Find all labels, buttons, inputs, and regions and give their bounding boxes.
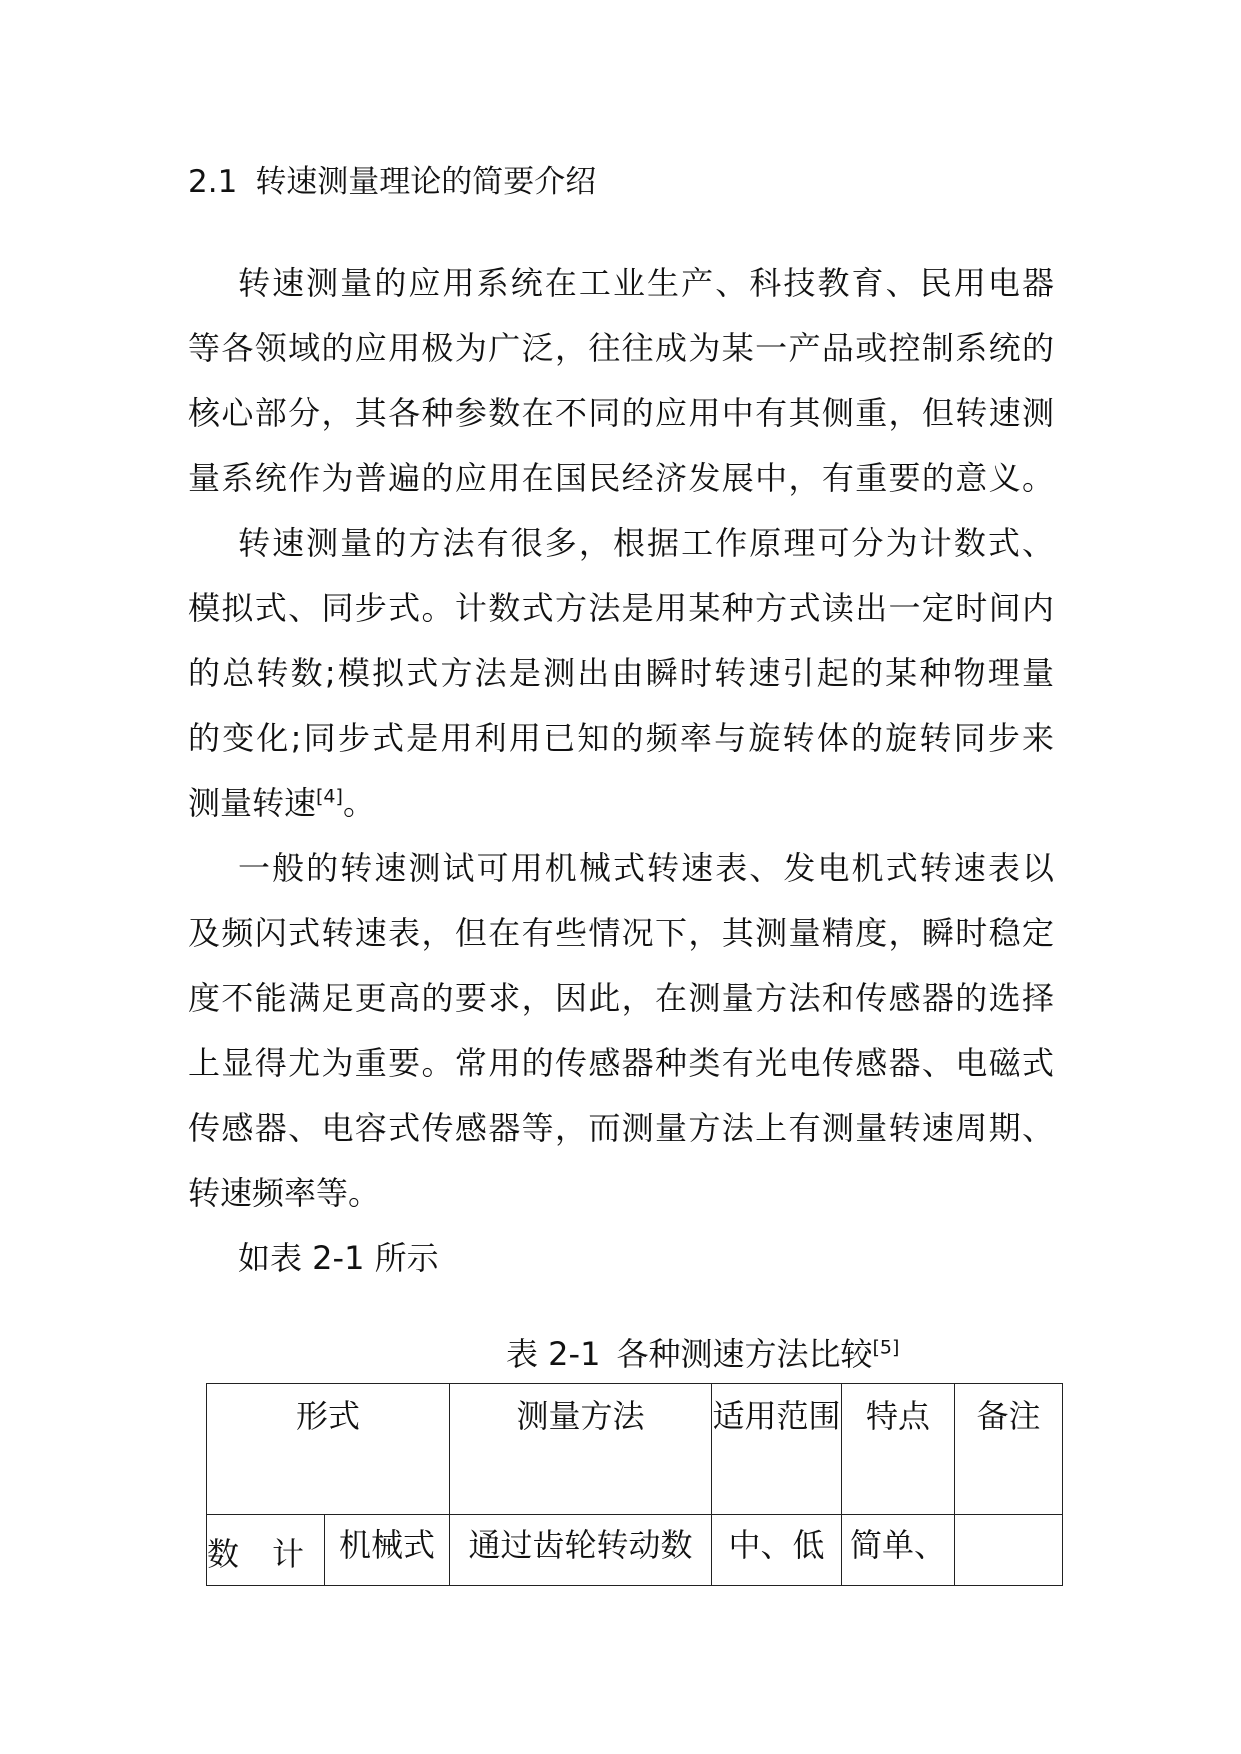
text-line: 转速测量的方法有很多，根据工作原理可分为计数式、: [238, 524, 1054, 562]
text-line: 的总转数;模拟式方法是测出由瞬时转速引起的某种物理量: [188, 654, 1054, 692]
text-line: 核心部分，其各种参数在不同的应用中有其侧重，但转速测: [188, 394, 1054, 432]
text-line: 度不能满足更高的要求，因此，在测量方法和传感器的选择: [188, 979, 1054, 1017]
feature-cell: 简单、: [842, 1515, 955, 1586]
section-heading: [188, 162, 596, 202]
table-header-row: [207, 1384, 1063, 1515]
citation-5: [5]: [872, 1336, 900, 1359]
paragraph-3: [188, 836, 1054, 1226]
paragraph-1: [188, 251, 1054, 511]
paragraph-4: [188, 1226, 1054, 1291]
text-line: 模拟式、同步式。计数式方法是用某种方式读出一定时间内: [188, 589, 1054, 627]
header-method: 测量方法: [450, 1384, 712, 1515]
category-char: 数: [207, 1535, 240, 1573]
header-note: 备注: [955, 1384, 1063, 1515]
text-line: 及频闪式转速表，但在有些情况下，其测量精度，瞬时稳定: [188, 914, 1054, 952]
table-row: [207, 1515, 1063, 1586]
text-line: 上显得尤为重要。常用的传感器种类有光电传感器、电磁式: [188, 1044, 1054, 1082]
text-line: 量系统作为普遍的应用在国民经济发展中，有重要的意义。: [188, 459, 1054, 497]
note-cell: [955, 1515, 1063, 1586]
text-fragment: 。: [342, 784, 375, 822]
section-number: 2.1: [188, 164, 238, 200]
text-line: 转速测量的应用系统在工业生产、科技教育、民用电器: [238, 264, 1054, 302]
category-cell: [207, 1515, 325, 1586]
text-line: 的变化;同步式是用利用已知的频率与旋转体的旋转同步来: [188, 719, 1054, 757]
paragraph-2: [188, 511, 1054, 836]
citation-4: [4]: [316, 785, 343, 808]
comparison-table: [206, 1383, 1063, 1586]
table-caption-title: 各种测速方法比较: [616, 1335, 873, 1373]
header-range: 适用范围: [712, 1384, 842, 1515]
header-form: 形式: [207, 1384, 450, 1515]
text-line: 如表 2-1 所示: [238, 1239, 439, 1277]
table-caption: [506, 1332, 899, 1376]
text-line: 转速频率等。: [188, 1174, 381, 1212]
text-line-last: [188, 771, 1054, 836]
table-caption-number: 表 2-1: [506, 1335, 601, 1373]
category-char: 计: [271, 1535, 304, 1573]
range-cell: 中、低: [712, 1515, 842, 1586]
method-cell: 通过齿轮转动数: [450, 1515, 712, 1586]
header-feature: 特点: [842, 1384, 955, 1515]
text-line: 等各领域的应用极为广泛，往往成为某一产品或控制系统的: [188, 329, 1054, 367]
section-title: 转速测量理论的简要介绍: [255, 164, 597, 200]
text-line: 传感器、电容式传感器等，而测量方法上有测量转速周期、: [188, 1109, 1054, 1147]
text-fragment: 测量转速: [188, 784, 317, 822]
subtype-cell: 机械式: [325, 1515, 450, 1586]
text-line: 一般的转速测试可用机械式转速表、发电机式转速表以: [238, 849, 1054, 887]
